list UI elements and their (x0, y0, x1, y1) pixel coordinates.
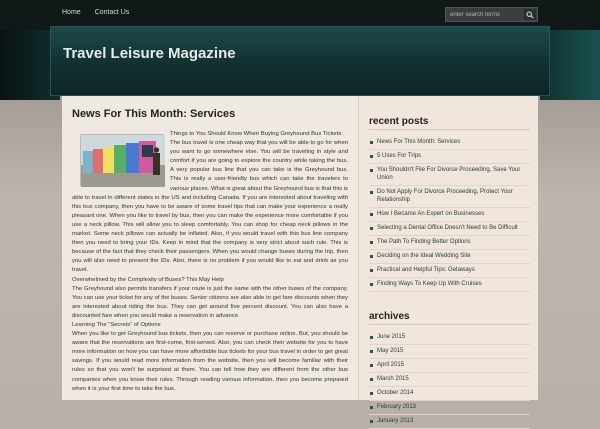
post-subheading: Learning The “Secrets” of Options (72, 321, 161, 328)
recent-post-link[interactable]: 5 Uses For Trips (369, 150, 530, 164)
archives-title: archives (369, 311, 530, 325)
post-paragraph: The Greyhound also permits transfers if your route is just the same with the other buses of the company. You can use your ticket for any of the buses. Senior citizens are also able to get fare discounts when they are interested about riding the bus. They can get around five percent discount. You can also have a discounted fare when you would make a reservation in advance. (72, 285, 348, 319)
archive-link[interactable]: January 2013 (369, 415, 530, 429)
recent-post-link[interactable]: Practical and Helpful Tips: Getaways (369, 264, 530, 278)
search-box (445, 7, 538, 22)
archive-link[interactable]: May 2015 (369, 345, 530, 359)
nav-home-link[interactable]: Home (62, 9, 81, 16)
bus-photo-icon (80, 134, 164, 186)
archives-list (369, 331, 530, 429)
recent-post-link[interactable]: Selecting a Dental Office Doesn't Need to Be Difficult (369, 222, 530, 236)
archive-link[interactable]: April 2015 (369, 359, 530, 373)
site-title[interactable]: Travel Leisure Magazine (63, 45, 236, 62)
main-nav (62, 9, 143, 16)
search-input[interactable] (446, 8, 522, 21)
main-content (62, 96, 359, 400)
search-button[interactable] (524, 9, 536, 20)
post-paragraph: Things to You Should Know When Buying Greyhound Bus Tickets (170, 131, 342, 137)
recent-post-link[interactable]: Finding Ways To Keep Up With Cruises (369, 278, 530, 292)
recent-post-link[interactable]: Deciding on the Ideal Wedding Site (369, 250, 530, 264)
post-paragraph: The bus travel is one cheap way that you will be able to go for when you want to go somewhere else. You will be traveling in style and comfort if you are going to explore the country while taking the bus. A very popular bus line that you can take is the Greyhound bus. This is really a user-friendly bus which can take the travelers to various places. What is great about the Greyhound bus is that this is able to travel in different states in the US and including Canada. If you are interested about traveling with this bus company, then you have to be aware of some travel tips that can make your experience a really pleasant one. When you like to travel by bus, then you can make the experience more comfortable if you use a neck pillow. This will allow you to sleep comfortably. You can shop for cheap neck pillows in the market. Some neck pillows can actually be inflated. Also, if you would travel with this bus line company then you need to bring your IDs. Keep in mind that the company is very strict about such rule. This is because of the fact that they check their passengers. When you would change buses during the trip, then you will also need to present the IDs. Also, there is no problem if you would like to eat and drink as you travel. (72, 140, 348, 274)
nav-contact-link[interactable]: Contact Us (94, 9, 130, 16)
recent-post-link[interactable]: You Shouldn't File For Divorce Proceeding, Save Your Union (369, 164, 530, 186)
recent-post-link[interactable]: Do Not Apply For Divorce Proceeding, Protect Your Relationship (369, 186, 530, 208)
search-icon (526, 11, 534, 19)
site-header (50, 26, 550, 96)
archive-link[interactable]: June 2015 (369, 331, 530, 345)
archive-link[interactable]: March 2015 (369, 373, 530, 387)
recent-post-link[interactable]: How I Became An Expert on Businesses (369, 208, 530, 222)
recent-post-link[interactable]: The Path To Finding Better Options (369, 236, 530, 250)
sidebar (360, 96, 538, 424)
content-wrapper (62, 96, 538, 424)
post-subheading: Overwhelmed by the Complexity of Buses? This May Help (72, 276, 224, 283)
post-body (72, 130, 348, 394)
archive-link[interactable]: February 2013 (369, 401, 530, 415)
archive-link[interactable]: October 2014 (369, 387, 530, 401)
recent-posts-title: recent posts (369, 116, 530, 130)
recent-posts-list (369, 136, 530, 292)
post-paragraph: When you like to get Greyhound bus tickets, then you can reserve or purchase online. But, you should be aware that the reservations are first-come, first-served. Also, you can check their website for you to have more information on how you can have more affordable bus tickets for your bus travel in order to get great savings. If you would read more information from the website, then you will become familiar with their rules so that you won't be surprised at them. You can tell how they are different from the other bus companies when you know their rules. Through reading various information, then you become prepared when it is your first time to take the bus. (72, 331, 348, 392)
recent-post-link[interactable]: News For This Month: Services (369, 136, 530, 150)
post-title[interactable]: News For This Month: Services (72, 108, 236, 120)
